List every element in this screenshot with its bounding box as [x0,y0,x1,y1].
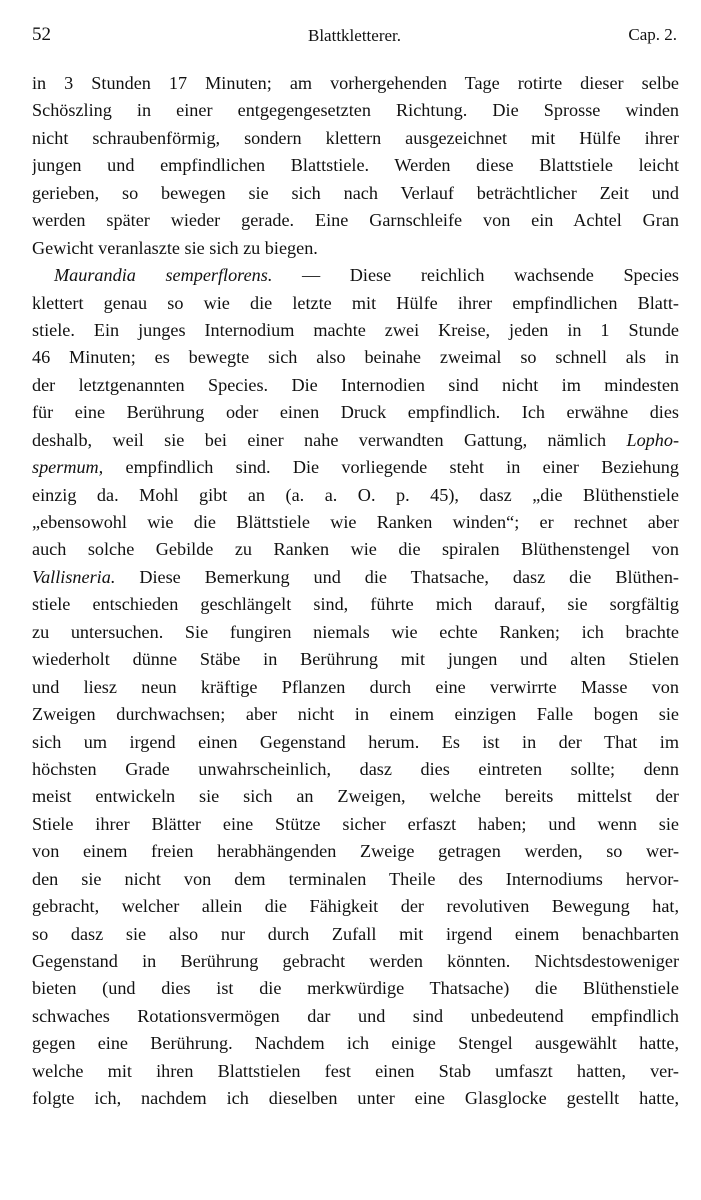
line-text: so dasz sie also nur durch Zufall mit irgend einem benachbarten [32,923,679,944]
text-line [32,290,679,317]
text-line [32,591,679,618]
text-line [32,1030,679,1057]
text-line [32,97,679,124]
body-text [32,70,679,1113]
line-text: „ebensowohl wie die Blättstiele wie Ranken winden“; er rechnet aber [32,512,679,532]
line-text: und liesz neun kräftige Pflanzen durch eine verwirrte Masse von [32,676,679,697]
text-line [32,125,679,152]
line-text: stiele entschieden geschlängelt sind, führte mich darauf, sie sorgfältig [32,594,679,615]
chapter-label: Cap. 2. [628,25,677,44]
italic-text: Lopho- [626,429,679,450]
line-text: gebracht, welcher allein die Fähigkeit der revolutiven Bewegung hat, [32,896,679,917]
line-text: in 3 Stunden 17 Minuten; am vorhergehenden Tage rotirte dieser selbe [32,73,679,93]
line-text: Stiele ihrer Blätter eine Stütze sicher erfaszt haben; und wenn sie [32,813,679,834]
text-line [32,70,679,97]
text-line [32,235,679,262]
line-text: 46 Minuten; es bewegte sich also beinahe zweimal so schnell als in [32,347,679,368]
line-text: gegen eine Berührung. Nachdem ich einige Stengel ausgewählt hatte, [32,1033,679,1054]
line-text: Gewicht veranlaszte sie sich zu biegen. [32,237,318,258]
text-line [32,921,679,948]
text-line [32,1058,679,1085]
text-line [32,674,679,701]
text-line [32,619,679,646]
text-line [32,564,679,591]
italic-text: Maurandia semperflorens. [54,265,273,286]
line-text: den sie nicht von dem terminalen Theile des Internodiums hervor- [32,868,679,889]
line-text: schwaches Rotationsvermögen dar und sind unbedeutend empfindlich [32,1005,679,1026]
line-text: der letztgenannten Species. Die Internodien sind nicht im mindesten [32,374,679,395]
italic-text: Vallisneria. [32,566,116,587]
line-text: Zweigen durchwachsen; aber nicht in einem einzigen Falle bogen sie [32,704,679,725]
line-text: für eine Berührung oder einen Druck empfindlich. Ich erwähne dies [32,402,679,423]
line-text: folgte ich, nachdem ich dieselben unter eine Glasglocke gestellt hatte, [32,1088,679,1109]
text-line [32,756,679,783]
text-line [32,646,679,673]
text-line [32,701,679,728]
line-text: Diese Bemerkung und die Thatsache, dasz die Blüthen- [115,566,679,587]
line-text: zu untersuchen. Sie fungiren niemals wie echte Ranken; ich brachte [32,621,679,642]
line-text: einzig da. Mohl gibt an (a. a. O. p. 45), dasz „die Blüthenstiele [32,484,679,505]
italic-text: spermum, [32,457,104,478]
text-line [32,152,679,179]
text-line [32,1003,679,1030]
line-text: sich um irgend einen Gegenstand herum. Es ist in der That im [32,731,679,752]
line-text: Gegenstand in Berührung gebracht werden könnten. Nichtsdestoweniger [32,951,679,971]
text-line [32,454,679,481]
line-text: jungen und empfindlichen Blattstiele. Werden diese Blattstiele leicht [32,155,679,176]
text-line [32,1085,679,1112]
running-head [32,24,677,54]
text-line [32,207,679,234]
text-line [32,975,679,1002]
text-line [32,509,679,536]
line-text: deshalb, weil sie bei einer nahe verwandten Gattung, nämlich Lopho- [32,429,679,450]
line-text: — Diese reichlich wachsende Species [272,265,679,286]
text-line [32,344,679,371]
text-line [32,811,679,838]
line-text: welche mit ihren Blattstielen fest einen Stab umfaszt hatten, ver- [32,1060,679,1081]
line-text: höchsten Grade unwahrscheinlich, dasz dies eintreten sollte; denn [32,758,679,779]
text-line [32,372,679,399]
text-line [32,180,679,207]
line-text: werden später wieder gerade. Eine Garnschleife von ein Achtel Gran [32,210,679,231]
text-line [32,948,679,975]
line-text: empfindlich sind. Die vorliegende steht in einer Beziehung [103,457,679,478]
text-line [32,262,679,289]
line-text: Schöszling in einer entgegengesetzten Richtung. Die Sprosse winden [32,100,679,121]
line-text: auch solche Gebilde zu Ranken wie die spiralen Blüthenstengel von [32,539,679,560]
line-text: stiele. Ein junges Internodium machte zwei Kreise, jeden in 1 Stunde [32,319,679,340]
line-text: meist entwickeln sie sich an Zweigen, welche bereits mittelst der [32,786,679,807]
text-line [32,536,679,563]
line-text: bieten (und dies ist die merkwürdige Thatsache) die Blüthenstiele [32,978,679,999]
line-text: wiederholt dünne Stäbe in Berührung mit jungen und alten Stielen [32,649,679,670]
text-line [32,317,679,344]
line-text: klettert genau so wie die letzte mit Hülfe ihrer empfindlichen Blatt- [32,292,679,313]
text-line [32,866,679,893]
text-line [32,729,679,756]
line-text: von einem freien herabhängenden Zweige getragen werden, so wer- [32,841,679,862]
text-line [32,893,679,920]
line-text: gerieben, so bewegen sie sich nach Verlauf beträchtlicher Zeit und [32,182,679,203]
line-text: nicht schraubenförmig, sondern klettern ausgezeichnet mit Hülfe ihrer [32,127,679,148]
text-line [32,783,679,810]
text-line [32,427,679,454]
text-line [32,838,679,865]
text-line [32,482,679,509]
page-number: 52 [32,24,51,45]
text-line [32,399,679,426]
running-title: Blattkletterer. [308,26,401,45]
